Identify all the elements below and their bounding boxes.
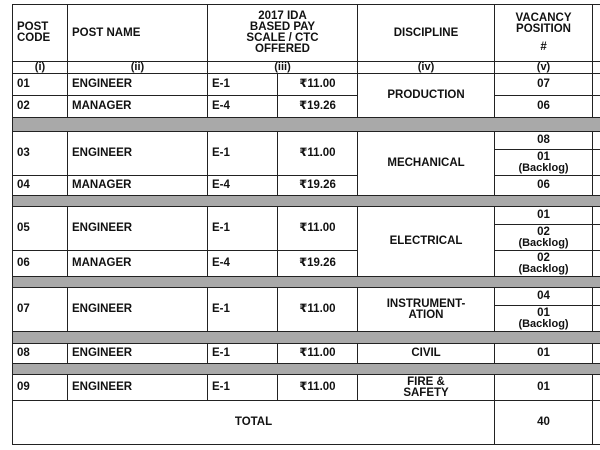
backlog-note: (Backlog) (518, 317, 569, 330)
discipline-production: PRODUCTION (358, 74, 495, 118)
header-pay-scale: 2017 IDA BASED PAY SCALE / CTC OFFERED (208, 5, 358, 62)
table-row: 02 MANAGER E-4 ₹19.26 06 (13, 96, 600, 118)
backlog-note: (Backlog) (518, 236, 569, 249)
table-row: 03 ENGINEER E-1 ₹11.00 MECHANICAL 08 (13, 132, 600, 150)
backlog-note: (Backlog) (518, 161, 569, 174)
section-separator (13, 332, 600, 344)
discipline-electrical: ELECTRICAL (358, 207, 495, 277)
table-row: 09 ENGINEER E-1 ₹11.00 FIRE & SAFETY 01 (13, 375, 600, 401)
table-row: 01 ENGINEER E-1 ₹11.00 PRODUCTION 07 (13, 74, 600, 96)
table-row: 01 (Backlog) (13, 150, 600, 176)
table-row: 07 ENGINEER E-1 ₹11.00 INSTRUMENT- ATION 04 (13, 288, 600, 306)
table-row: 06 MANAGER E-4 ₹19.26 02 (Backlog) (13, 251, 600, 277)
backlog-note: (Backlog) (518, 262, 569, 275)
section-separator (13, 196, 600, 207)
section-separator (13, 364, 600, 375)
table-row: 08 ENGINEER E-1 ₹11.00 CIVIL 01 (13, 344, 600, 364)
section-separator (13, 118, 600, 132)
total-label: TOTAL (13, 401, 495, 445)
total-value: 40 (495, 401, 593, 445)
header-discipline: DISCIPLINE (358, 5, 495, 62)
discipline-mechanical: MECHANICAL (358, 132, 495, 196)
header-vacancy: VACANCY POSITION # (495, 5, 593, 62)
header-post-code: POST CODE (13, 5, 68, 62)
section-separator (13, 277, 600, 288)
header-row (13, 5, 600, 62)
table-row: 04 MANAGER E-4 ₹19.26 06 (13, 176, 600, 196)
total-row (13, 401, 600, 445)
table-row: 01 (Backlog) (13, 306, 600, 332)
index-row: (i) (ii) (iii) (iv) (v) (13, 62, 600, 74)
table-row: 05 ENGINEER E-1 ₹11.00 ELECTRICAL 01 (13, 207, 600, 225)
discipline-civil: CIVIL (358, 344, 495, 364)
header-post-name: POST NAME (68, 5, 208, 62)
discipline-instrumentation: INSTRUMENT- ATION (358, 288, 495, 332)
table-row: 02 (Backlog) (13, 225, 600, 251)
discipline-fire-safety: FIRE & SAFETY (358, 375, 495, 401)
vacancy-table (12, 4, 600, 445)
